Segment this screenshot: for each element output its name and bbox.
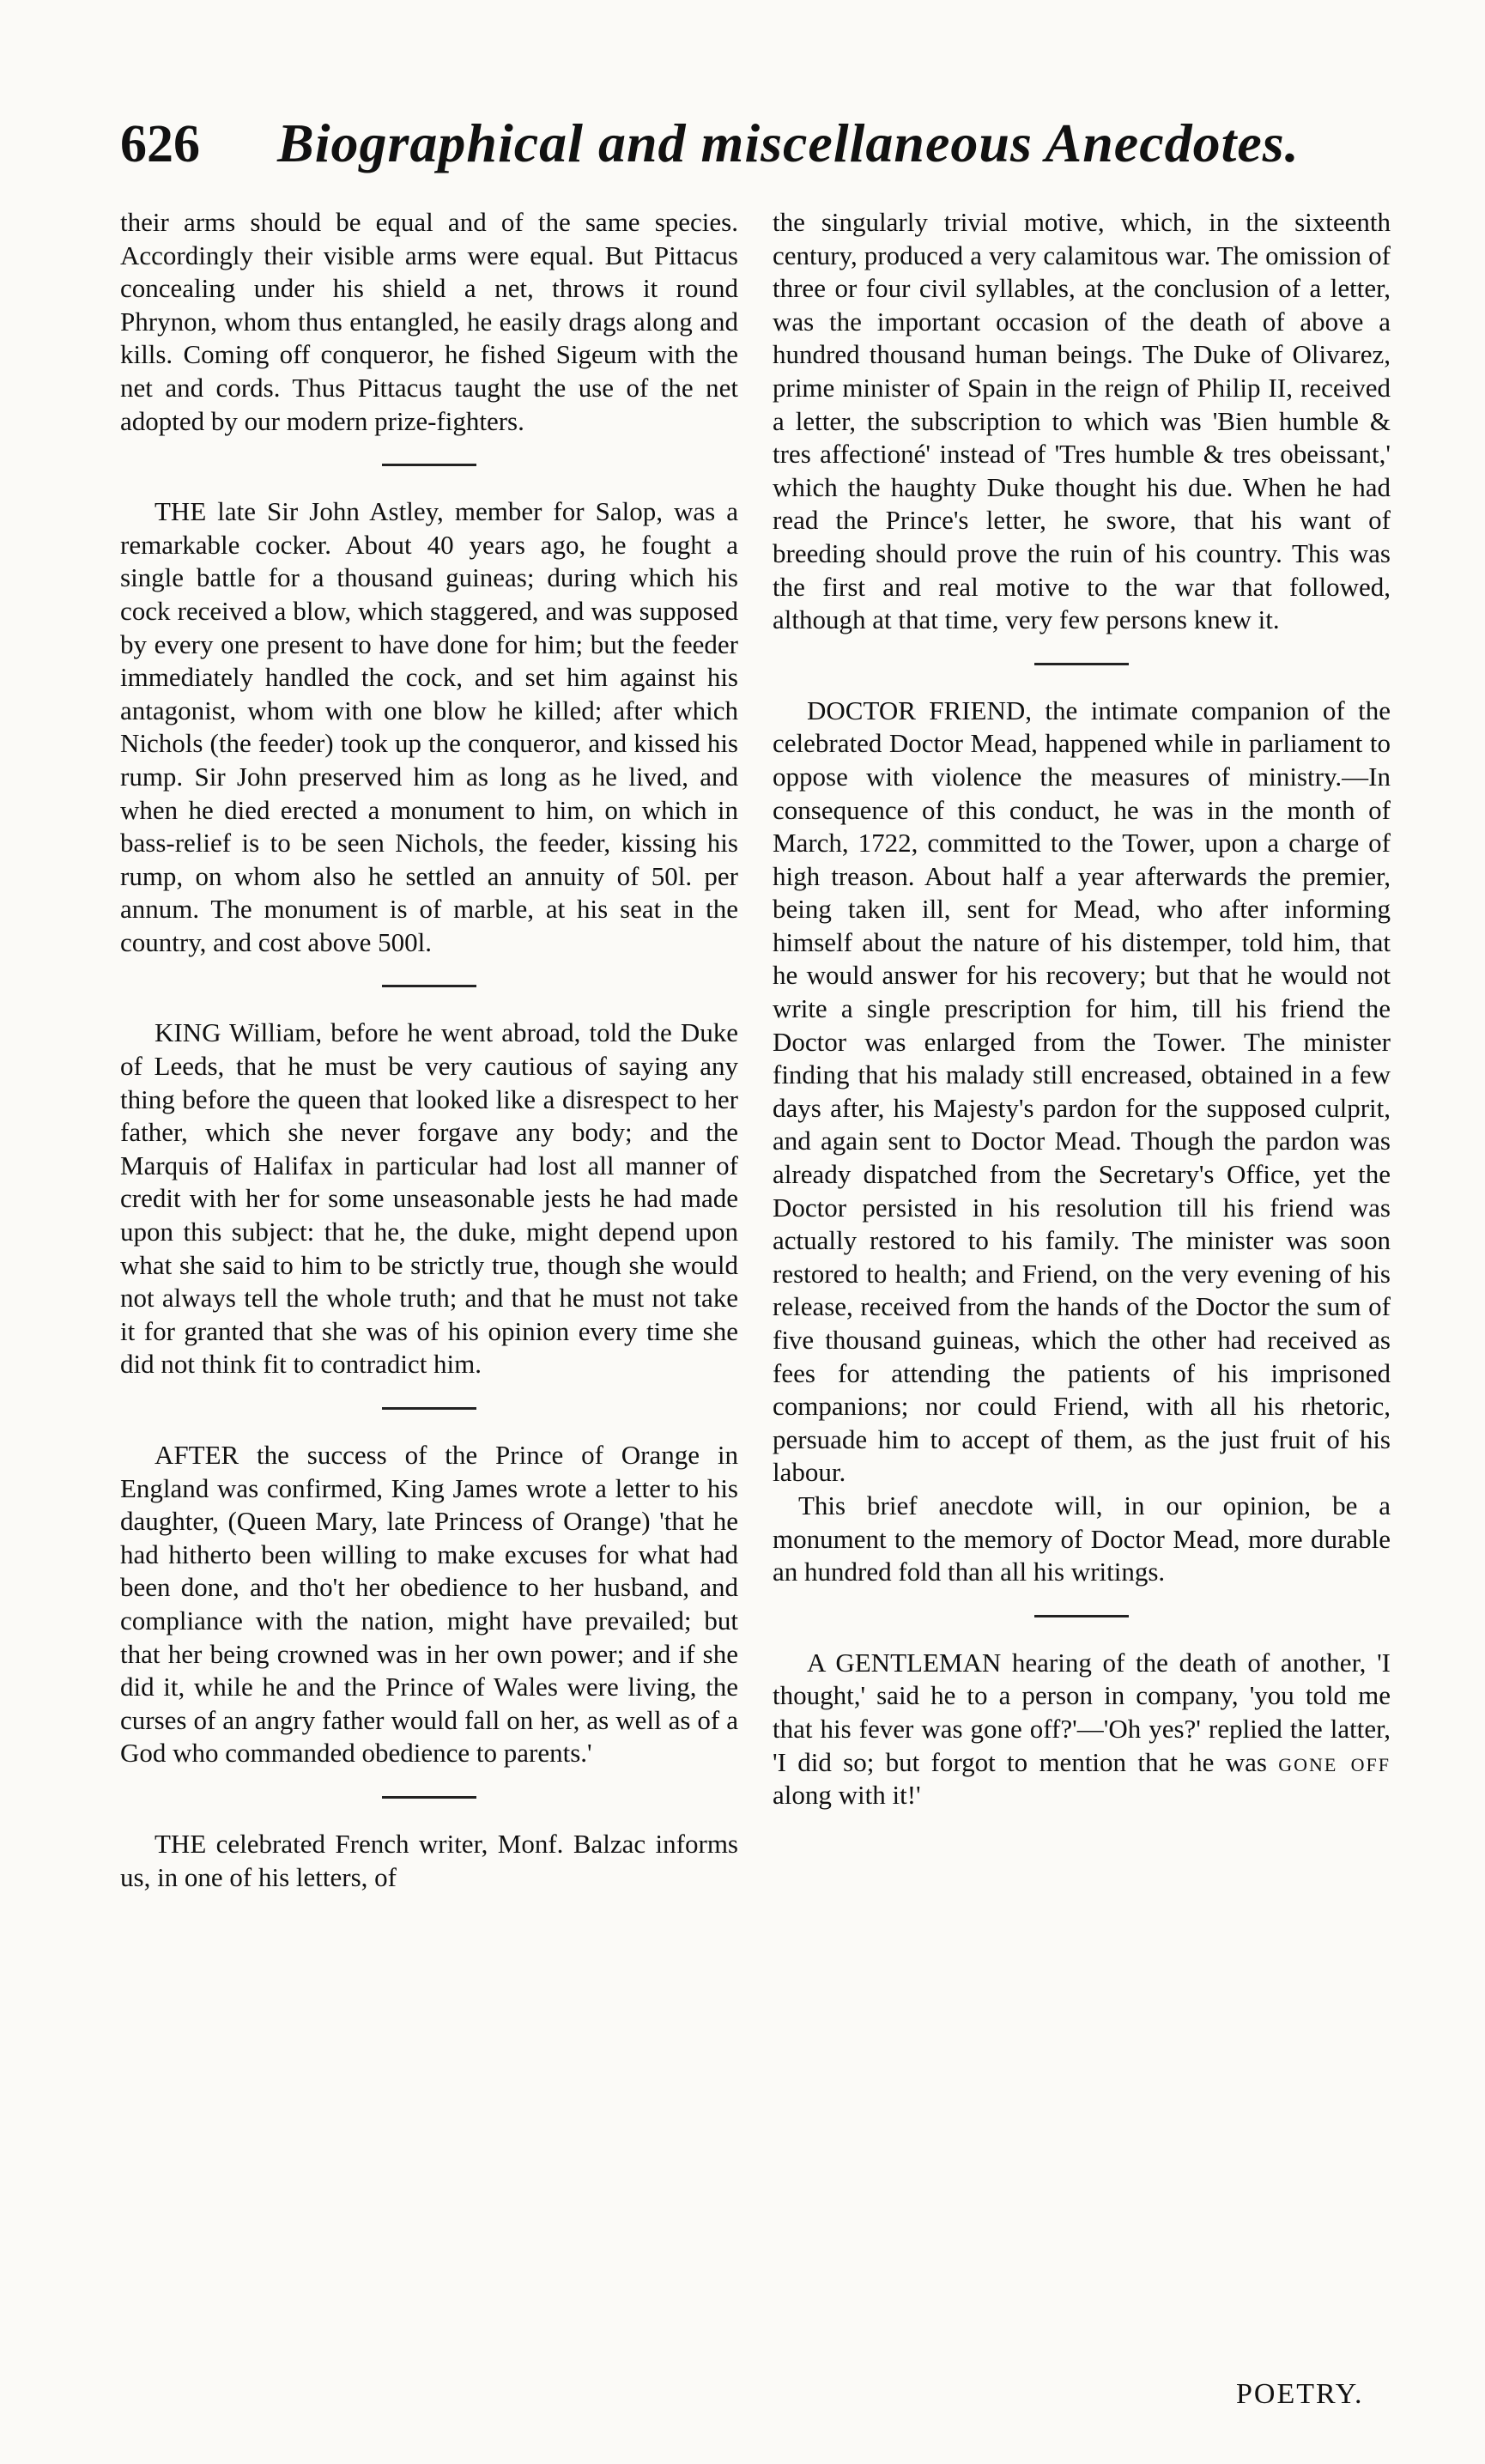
- catchword: POETRY.: [1236, 2378, 1364, 2410]
- section-divider: [382, 1407, 476, 1410]
- gentleman-text-end: along with it!': [773, 1780, 921, 1811]
- paragraph-sir-john-astley: THE late Sir John Astley, member for Salop, was a remarkable cocker. About 40 years ago, he fought a single battle for a thousand guineas; during which his cock received a blow, which staggered, and was supposed by every one present to have done for him; but the feeder immediately handled the cock, and set him against his antagonist, whom with one blow he killed; after which Nichols (the feeder) took up the conqueror, and kissed his rump. Sir John preserved him as long as he lived, and when he died erected a monument to him, on which in bass-relief is to be seen Nichols, the feeder, kissing his rump, on whom also he settled an annuity of 50l. per annum. The monument is of marble, at his seat in the country, and cost above 500l.: [120, 496, 738, 957]
- right-column: [773, 206, 1391, 1812]
- page-number: 626: [120, 115, 200, 173]
- paragraph-balzac-continued: the singularly trivial motive, which, in the sixteenth century, produced a very calamitous war. The omission of three or four civil syllables, at the conclusion of a letter, was the important occasion of the death of above a hundred thousand human beings. The Duke of Olivarez, prime minister of Spain in the reign of Philip II, received a letter, the subscription to which was 'Bien humble & tres affectioné' instead of 'Tres humble & tres obeissant,' which the haughty Duke thought his due. When he had read the Prince's letter, he swore, that his want of breeding should prove the ruin of his country. This was the first and real motive to the war that followed, although at that time, very few persons knew it.: [773, 207, 1391, 635]
- section-divider: [382, 464, 476, 466]
- paragraph-king-william: KING William, before he went abroad, told the Duke of Leeds, that he must be very cautious of saying any thing before the queen that looked like a disrespect to her father, which she never forgave any body; and the Marquis of Halifax in particular had lost all manner of credit with her for some unseasonable jests he had made upon this subject: that he, the duke, might depend upon what she said to him to be strictly true, though she would not always tell the whole truth; and that he must not take it for granted that she was of his opinion every time she did not think fit to contradict him.: [120, 1017, 738, 1380]
- paragraph-brief-anecdote: This brief anecdote will, in our opinion, be a monument to the memory of Doctor Mead, more durable an hundred fold than all his writings.: [773, 1490, 1391, 1587]
- paragraph-gentleman: [773, 1647, 1391, 1812]
- gentleman-text-emphasis: gone off: [1278, 1746, 1391, 1777]
- left-column: [120, 206, 738, 1894]
- section-divider: [1034, 663, 1129, 665]
- gentleman-text-start: A GENTLEMAN hearing of the death of another, 'I thought,' said he to a person in company, 'you told me that his fever was gone off?'—'Oh yes?' replied the latter, 'I did so; but forgot to mention that he was: [773, 1647, 1391, 1777]
- section-divider: [382, 985, 476, 987]
- paragraph-balzac: THE celebrated French writer, Monf. Balzac informs us, in one of his letters, of: [120, 1828, 738, 1892]
- paragraph-pittacus-continued: their arms should be equal and of the same species. Accordingly their visible arms were equal. But Pittacus concealing under his shield a net, throws it round Phrynon, whom thus entangled, he easily drags along and kills. Coming off conqueror, he fished Sigeum with the net and cords. Thus Pittacus taught the use of the net adopted by our modern prize-fighters.: [120, 207, 738, 436]
- paragraph-doctor-friend: DOCTOR FRIEND, the intimate companion of the celebrated Doctor Mead, happened while in parliament to oppose with violence the measures of ministry.—In consequence of this conduct, he was in the month of March, 1722, committed to the Tower, upon a charge of high treason. About half a year afterwards the premier, being taken ill, sent for Mead, who after informing himself about the nature of his distemper, told him, that he would answer for his recovery; but that he would not write a single prescription for him, till his friend the Doctor was enlarged from the Tower. The minister finding that his malady still encreased, obtained in a few days after, his Majesty's pardon for the supposed culprit, and again sent to Doctor Mead. Though the pardon was already dispatched from the Secretary's Office, yet the Doctor persisted in his resolution till his friend was actually restored to his family. The minister was soon restored to health; and Friend, on the very evening of his release, received from the hands of the Doctor the sum of five thousand guineas, which the other had received as fees for attending the patients of his imprisoned companions; nor could Friend, with all his rhetoric, persuade him to accept of them, as the just fruit of his labour.: [773, 695, 1391, 1488]
- page-header: [120, 112, 1391, 197]
- running-head: Biographical and miscellaneous Anecdotes.: [277, 112, 1300, 173]
- paragraph-prince-of-orange: AFTER the success of the Prince of Orange in England was confirmed, King James wrote a letter to his daughter, (Queen Mary, late Princess of Orange) 'that he had hitherto been willing to make excuses for what had been done, and tho't her obedience to her husband, and compliance with the nation, might have prevailed; but that her being crowned was in her own power; and if she did it, while he and the Prince of Wales were living, the curses of an angry father would fall on her, as well as of a God who commanded obedience to parents.': [120, 1440, 738, 1769]
- section-divider: [1034, 1615, 1129, 1617]
- section-divider: [382, 1796, 476, 1799]
